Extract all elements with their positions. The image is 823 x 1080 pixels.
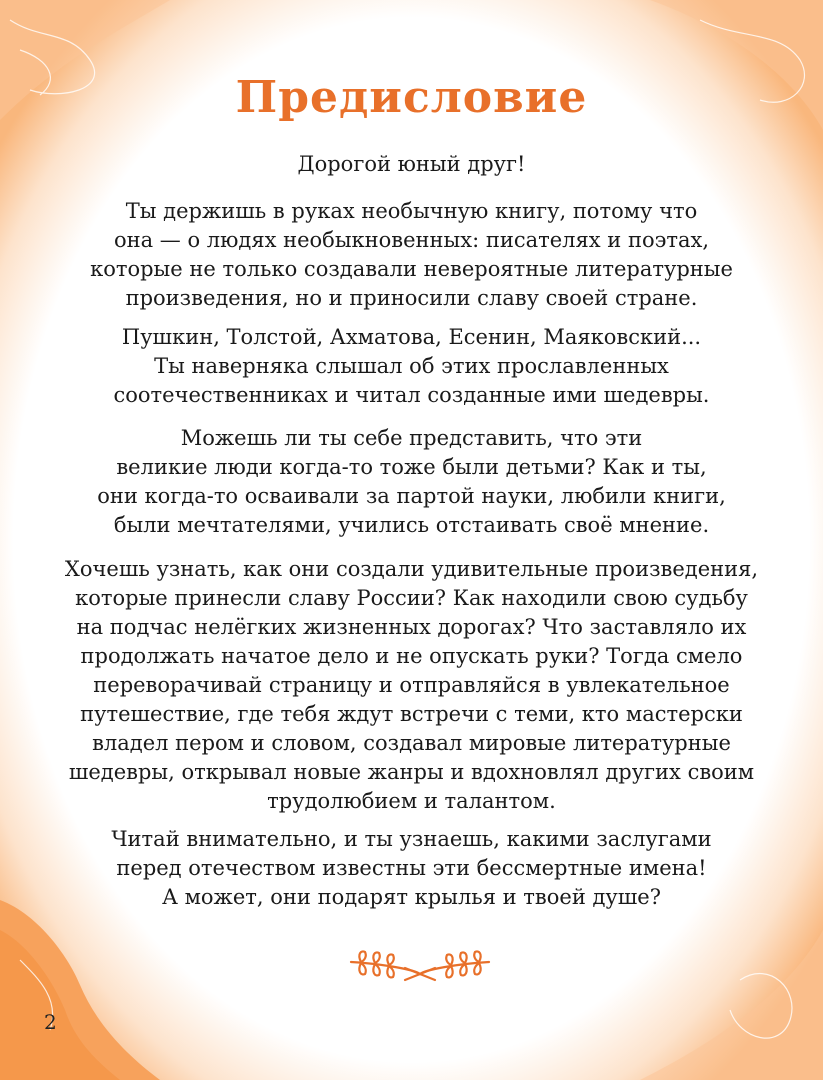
paragraph-line: они когда-то осваивали за партой науки, любили книги,: [97, 484, 726, 508]
paragraph-line: Ты наверняка слышал об этих прославленных: [154, 354, 669, 378]
paragraph-line: великие люди когда-то тоже были детьми? Как и ты,: [116, 455, 707, 479]
paragraph-line: Читай внимательно, и ты узнаешь, какими заслугами: [111, 827, 712, 851]
paragraph-line: на подчас нелёгких жизненных дорогах? Что заставляло их: [76, 615, 747, 639]
paragraph-line: Пушкин, Толстой, Ахматова, Есенин, Маяковский...: [121, 325, 702, 349]
paragraph-line: были мечтателями, учились отстаивать своё мнение.: [113, 513, 710, 537]
paragraph-line: которые принесли славу России? Как находили свою судьбу: [75, 586, 748, 610]
paragraph-line: которые не только создавали невероятные литературные: [90, 257, 733, 281]
page-number: 2: [44, 1010, 57, 1034]
paragraph-line: соотечественниках и читал созданные ими шедевры.: [113, 383, 710, 407]
greeting-line: [30, 150, 793, 179]
paragraph-line: трудолюбием и талантом.: [267, 789, 556, 813]
greeting-text: Дорогой юный друг!: [297, 152, 526, 176]
paragraph-3: [30, 424, 793, 540]
paragraph-5: [30, 825, 793, 912]
paragraph-line: перед отечеством известны эти бессмертные имена!: [116, 856, 707, 880]
paragraph-1: [30, 197, 793, 313]
paragraph-line: Ты держишь в руках необычную книгу, потому что: [125, 199, 698, 223]
paragraph-line: Можешь ли ты себе представить, что эти: [180, 426, 643, 450]
paragraph-4: [30, 555, 793, 816]
page-title: Предисловие: [235, 72, 588, 123]
paragraph-line: переворачивай страницу и отправляйся в увлекательное: [93, 673, 730, 697]
paragraph-line: владел пером и словом, создавал мировые литературные: [92, 731, 731, 755]
laurel-branch-icon: [345, 946, 495, 986]
paragraph-line: продолжать начатое дело и не опускать руки? Тогда смело: [80, 644, 743, 668]
paragraph-line: произведения, но и приносили славу своей стране.: [125, 286, 698, 310]
paragraph-line: Хочешь узнать, как они создали удивительные произведения,: [64, 557, 759, 581]
paragraph-line: А может, они подарят крылья и твоей душе?: [162, 885, 661, 909]
paragraph-2: [30, 323, 793, 410]
paragraph-line: она — о людях необыкновенных: писателях и поэтах,: [113, 228, 710, 252]
paragraph-line: путешествие, где тебя ждут встречи с теми, кто мастерски: [80, 702, 743, 726]
paragraph-line: шедевры, открывал новые жанры и вдохновлял других своим: [68, 760, 755, 784]
